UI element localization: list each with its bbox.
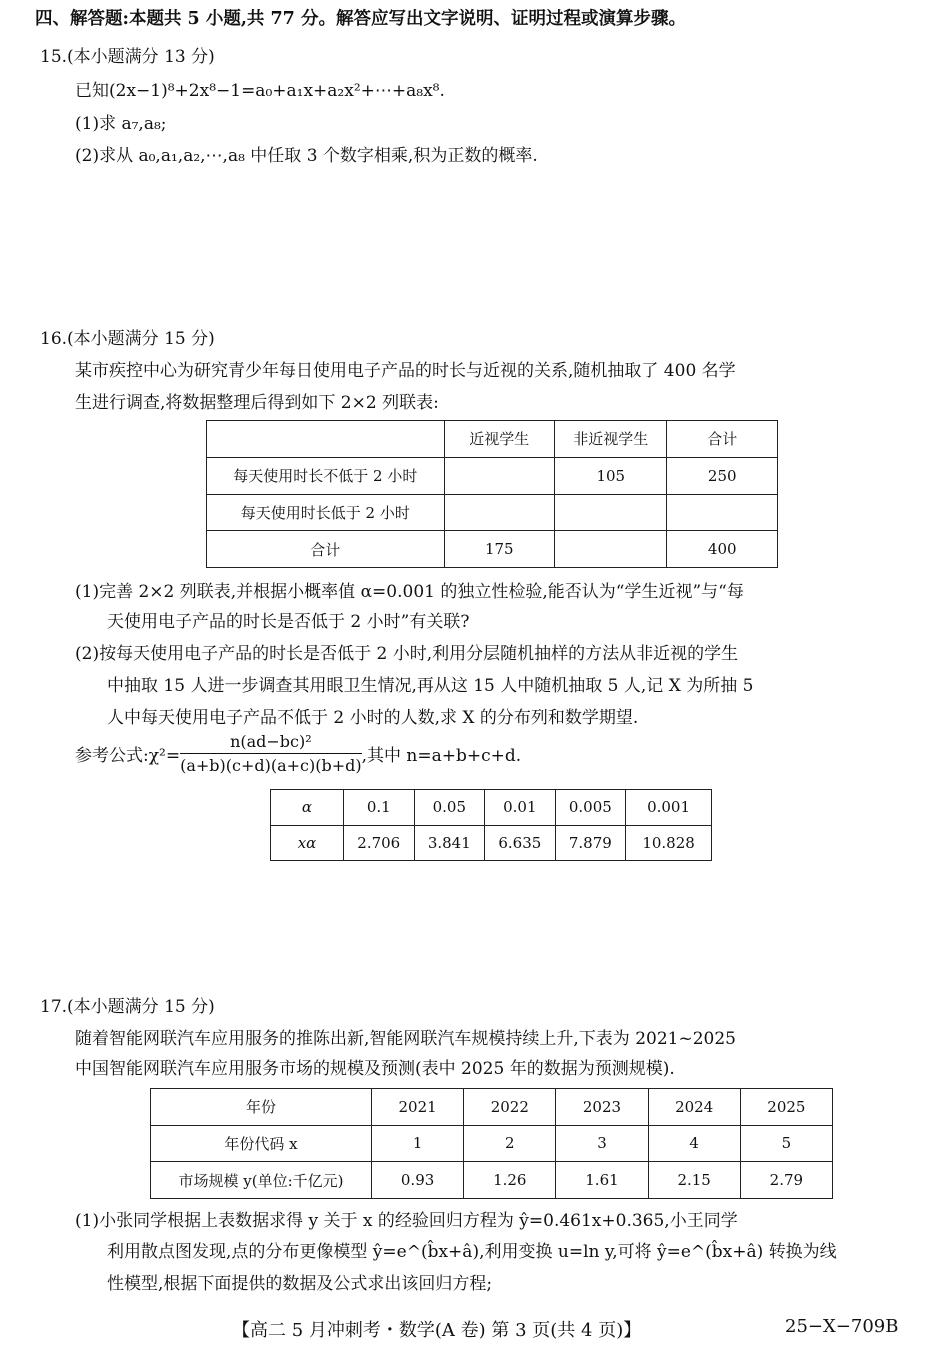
table-header-myopia: 近视学生 [444,421,554,458]
table-row [151,1125,833,1162]
q16-part2-line3: 人中每天使用电子产品不低于 2 小时的人数,求 X 的分布列和数学期望. [107,708,639,728]
q16-part1-line2: 天使用电子产品的时长是否低于 2 小时”有关联? [107,612,470,632]
critical-value-table [270,789,712,861]
table-cell: 每天使用时长低于 2 小时 [207,494,445,531]
table-cell: 2021 [372,1089,464,1126]
table-row [207,531,778,568]
q17-title: 17.(本小题满分 15 分) [40,997,215,1017]
table-cell: 2022 [464,1089,556,1126]
q15-title: 15.(本小题满分 13 分) [40,47,215,67]
table-header-total: 合计 [667,421,778,458]
table-row [271,825,712,861]
table-cell: 年份代码 x [151,1125,372,1162]
formula-suffix: ,其中 n=a+b+c+d. [361,746,522,766]
contingency-table [206,420,778,568]
page-footer: 【高二 5 月冲刺考・数学(A 卷) 第 3 页(共 4 页)】 [232,1320,642,1341]
market-scale-table [150,1088,833,1199]
q17-part1-line1: (1)小张同学根据上表数据求得 y 关于 x 的经验回归方程为 ŷ=0.461x+0.365,小王同学 [75,1211,738,1231]
table-cell: 175 [444,531,554,568]
table-cell [444,494,554,531]
table-header-non-myopia: 非近视学生 [555,421,667,458]
q16-part2-line1: (2)按每天使用电子产品的时长是否低于 2 小时,利用分层随机抽样的方法从非近视的学生 [75,644,739,664]
table-cell: 2.15 [648,1162,740,1199]
table-cell: 0.01 [485,790,556,826]
formula-label: 参考公式:χ²= [75,746,181,766]
q15-part2: (2)求从 a₀,a₁,a₂,⋯,a₈ 中任取 3 个数字相乘,积为正数的概率. [75,146,538,166]
table-cell: 105 [555,457,667,494]
table-cell: 7.879 [555,825,626,861]
table-cell: 1 [372,1125,464,1162]
chi-square-fraction [180,732,362,775]
table-cell [207,421,445,458]
table-cell: 1.61 [556,1162,648,1199]
table-cell [555,531,667,568]
table-cell: 250 [667,457,778,494]
table-cell: 1.26 [464,1162,556,1199]
table-row [151,1089,833,1126]
q16-part2-line2: 中抽取 15 人进一步调查其用眼卫生情况,再从这 15 人中随机抽取 5 人,记 X 为所抽 5 [107,676,754,696]
q15-part1: (1)求 a₇,a₈; [75,114,167,134]
table-cell: 2.79 [740,1162,832,1199]
q17-part1-line2: 利用散点图发现,点的分布更像模型 ŷ=e^(b̂x+â),利用变换 u=ln y,可将 ŷ=e^(b̂x+â) 转换为线 [107,1242,837,1262]
q17-stem-line2: 中国智能网联汽车应用服务市场的规模及预测(表中 2025 年的数据为预测规模). [75,1059,675,1079]
table-cell: 2 [464,1125,556,1162]
table-cell: 3.841 [414,825,485,861]
q16-part1-line1: (1)完善 2×2 列联表,并根据小概率值 α=0.001 的独立性检验,能否认为“学生近视”与“每 [75,582,744,602]
table-cell: 每天使用时长不低于 2 小时 [207,457,445,494]
table-cell: 市场规模 y(单位:千亿元) [151,1162,372,1199]
table-cell: 2.706 [344,825,415,861]
table-row [151,1162,833,1199]
table-cell [667,494,778,531]
table-cell: 400 [667,531,778,568]
table-row [207,421,778,458]
table-cell: 2023 [556,1089,648,1126]
q16-title: 16.(本小题满分 15 分) [40,329,215,349]
table-cell: 2024 [648,1089,740,1126]
table-cell: 3 [556,1125,648,1162]
table-cell: 6.635 [485,825,556,861]
table-cell: 2025 [740,1089,832,1126]
table-cell: 0.1 [344,790,415,826]
table-cell: 0.05 [414,790,485,826]
section-header: 四、解答题:本题共 5 小题,共 77 分。解答应写出文字说明、证明过程或演算步骤。 [35,9,686,29]
q15-stem: 已知(2x−1)⁸+2x⁸−1=a₀+a₁x+a₂x²+⋯+a₈x⁸. [75,81,445,101]
table-row [271,790,712,826]
table-cell: 0.001 [626,790,712,826]
reference-formula [75,732,521,775]
q17-stem-line1: 随着智能网联汽车应用服务的推陈出新,智能网联汽车规模持续上升,下表为 2021~2025 [75,1029,736,1049]
table-cell: 0.005 [555,790,626,826]
table-cell: 合计 [207,531,445,568]
table-cell: 0.93 [372,1162,464,1199]
q17-part1-line3: 性模型,根据下面提供的数据及公式求出该回归方程; [107,1274,493,1294]
table-cell [555,494,667,531]
table-cell: 5 [740,1125,832,1162]
table-cell: α [271,790,344,826]
q16-stem-line2: 生进行调查,将数据整理后得到如下 2×2 列联表: [75,393,439,413]
table-row [207,457,778,494]
table-cell: 年份 [151,1089,372,1126]
exam-code: 25−X−709B [785,1316,899,1337]
table-row [207,494,778,531]
formula-denominator: (a+b)(c+d)(a+c)(b+d) [180,756,362,775]
table-cell: 4 [648,1125,740,1162]
table-cell [444,457,554,494]
table-cell: 10.828 [626,825,712,861]
table-cell: xα [271,825,344,861]
formula-numerator: n(ad−bc)² [180,732,362,754]
q16-stem-line1: 某市疾控中心为研究青少年每日使用电子产品的时长与近视的关系,随机抽取了 400 名学 [75,361,736,381]
